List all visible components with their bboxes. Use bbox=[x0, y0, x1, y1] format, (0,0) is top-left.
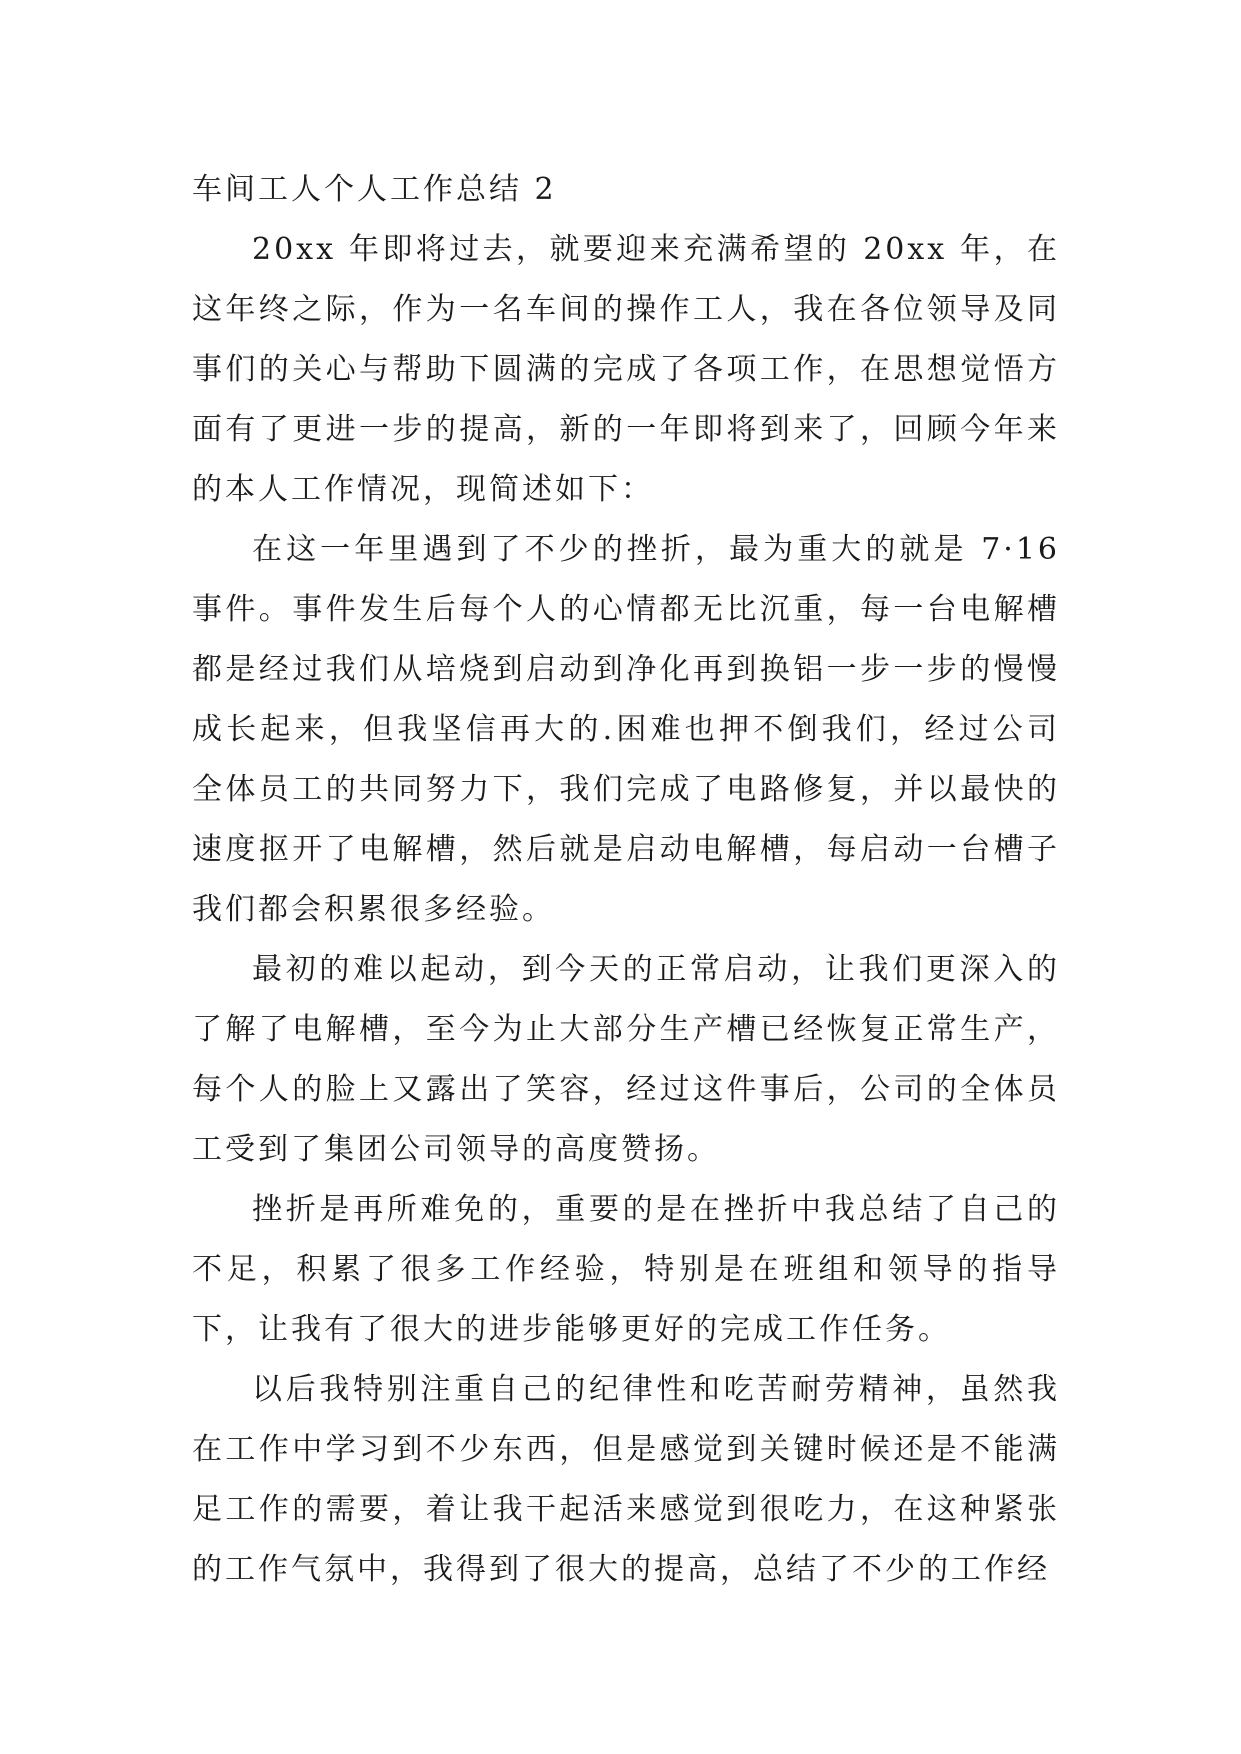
paragraph-setbacks: 在这一年里遇到了不少的挫折，最为重大的就是 7·16 事件。事件发生后每个人的心情都无比沉重，每一台电解槽都是经过我们从培烧到启动到净化再到换铝一步一步的慢慢成长起来，但我坚信再大的.困难也押不倒我们，经过公司全体员工的共同努力下，我们完成了电路修复，并以最快的速度抠开了电解槽，然后就是启动电解槽，每启动一台槽子我们都会积累很多经验。 bbox=[192, 532, 1060, 927]
paragraph-recovery: 最初的难以起动，到今天的正常启动，让我们更深入的了解了电解槽，至今为止大部分生产槽已经恢复正常生产，每个人的脸上又露出了笑容，经过这件事后，公司的全体员工受到了集团公司领导的高度赞扬。 bbox=[192, 952, 1060, 1167]
paragraph-intro: 20xx 年即将过去，就要迎来充满希望的 20xx 年，在这年终之际，作为一名车间的操作工人，我在各位领导及同事们的关心与帮助下圆满的完成了各项工作，在思想觉悟方面有了更进一步的提高，新的一年即将到来了，回顾今年来的本人工作情况，现简述如下： bbox=[192, 232, 1060, 507]
paragraph-lessons: 挫折是再所难免的，重要的是在挫折中我总结了自己的不足，积累了很多工作经验，特别是在班组和领导的指导下，让我有了很大的进步能够更好的完成工作任务。 bbox=[192, 1192, 1060, 1347]
paragraph-discipline: 以后我特别注重自己的纪律性和吃苦耐劳精神，虽然我在工作中学习到不少东西，但是感觉到关键时候还是不能满足工作的需要，着让我干起活来感觉到很吃力，在这种紧张的工作气氛中，我得到了很大的提高，总结了不少的工作经 bbox=[192, 1372, 1060, 1587]
document-title: 车间工人个人工作总结 2 bbox=[192, 172, 557, 207]
document-body bbox=[192, 160, 1060, 1600]
